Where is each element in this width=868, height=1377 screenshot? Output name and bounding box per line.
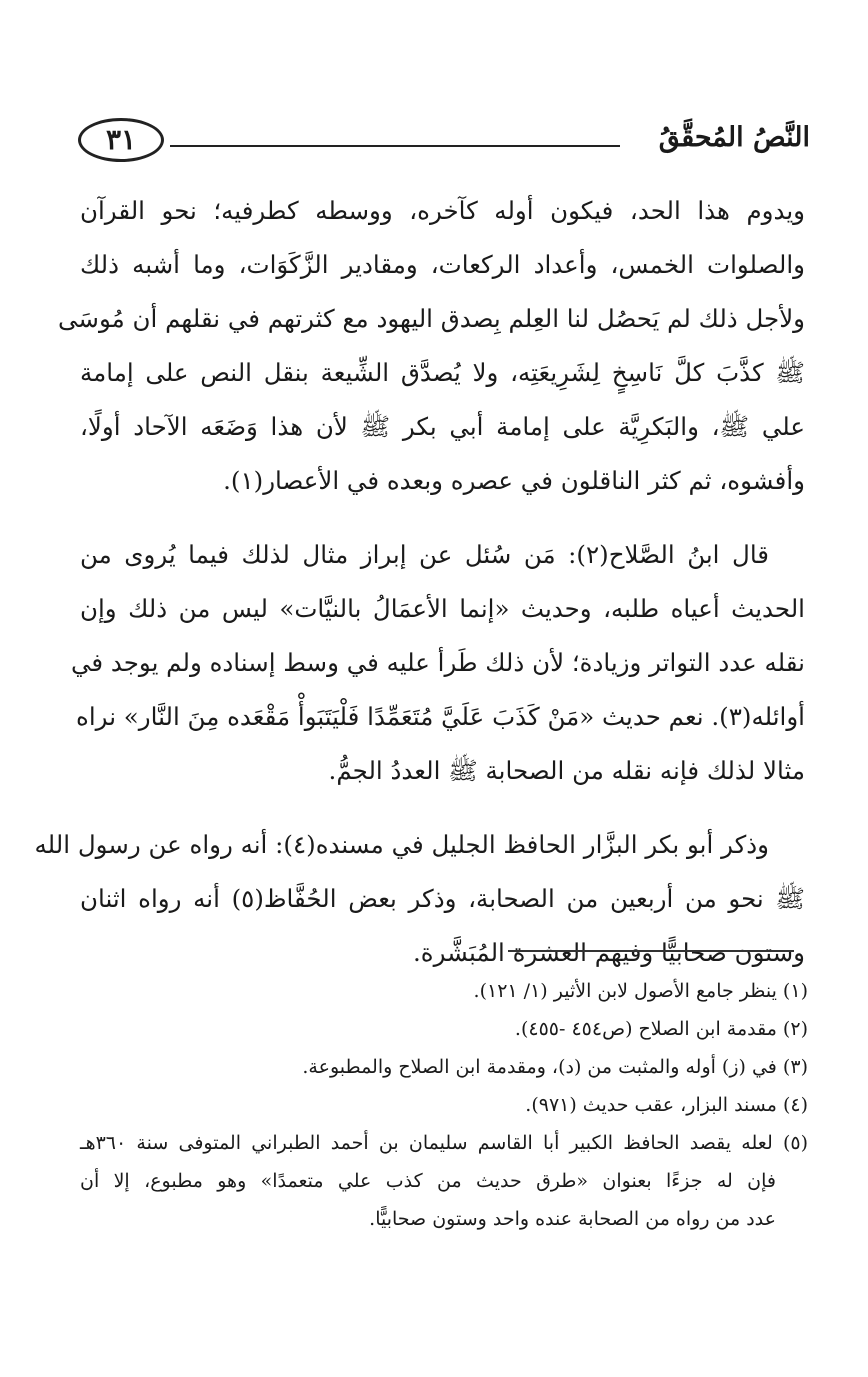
main-text — [34, 184, 806, 980]
page-header — [70, 112, 810, 176]
footnote-5-continued: فإن له جزءًا بعنوان «طرق حديث من كذب علي متعمدًا» وهو مطبوع، إلا أن — [80, 1170, 776, 1192]
text-line: ويدوم هذا الحد، فيكون أوله كآخره، ووسطه كطرفيه؛ نحو القرآن — [80, 196, 805, 225]
text-line: والصلوات الخمس، وأعداد الركعات، ومقادير الزَّكَوَات، وما أشبه ذلك — [80, 250, 805, 279]
text-line: وأفشوه، ثم كثر الناقلون في عصره وبعده في الأعصار(١). — [223, 466, 805, 495]
text-line: وذكر أبو بكر البزَّار الحافظ الجليل في مسنده(٤): أنه رواه عن رسول الله — [34, 830, 769, 859]
header-rule — [170, 145, 620, 147]
paragraph-1 — [58, 184, 805, 508]
text-line: وستون صحابيًّا وفيهم العشرة المُبَشَّرة. — [413, 938, 805, 967]
footnotes — [80, 972, 808, 1238]
page-number-oval — [78, 118, 164, 162]
page-number: ٣١ — [105, 123, 137, 156]
paragraph-3 — [34, 818, 806, 980]
text-line: الحديث أعياه طلبه، وحديث «إنما الأعمَالُ بالنيَّات» ليس من ذلك وإن — [80, 594, 805, 623]
text-line: ﷺ نحو من أربعين من الصحابة، وذكر بعض الحُفَّاظ(٥) أنه رواه اثنان — [80, 884, 806, 913]
footnote-2: (٢) مقدمة ابن الصلاح (ص٤٥٤ -٤٥٥). — [514, 1018, 808, 1040]
text-line: ﷺ كذَّبَ كلَّ نَاسِخٍ لِشَرِيعَتِه، ولا يُصدَّق الشِّيعة بنقل النص على إمامة — [80, 358, 805, 387]
text-line: أوائله(٣). نعم حديث «مَنْ كَذَبَ عَلَيَّ مُتَعَمِّدًا فَلْيَتَبَوأْ مَقْعَده مِنَ النَّار» نراه — [76, 702, 805, 731]
text-line: نقله عدد التواتر وزيادة؛ لأن ذلك طَرأ عليه في وسط إسناده ولم يوجد في — [70, 648, 805, 677]
text-line: ولأجل ذلك لم يَحصُل لنا العِلم بِصدق اليهود مع كثرتهم في نقلهم أن مُوسَى — [58, 304, 805, 333]
text-line: مثالا لذلك فإنه نقله من الصحابة ﷺ العددُ الجمُّ. — [328, 756, 805, 785]
running-title: النَّصُ المُحقَّقُ — [658, 122, 810, 153]
text-line: علي ﷺ، والبَكرِيَّة على إمامة أبي بكر ﷺ لأن هذا وَضَعَه الآحاد أولًا، — [80, 412, 805, 441]
footnote-5-continued: عدد من رواه من الصحابة عنده واحد وستون صحابيًّا. — [369, 1208, 776, 1230]
footnote-separator — [508, 950, 794, 952]
paragraph-2 — [70, 528, 805, 798]
footnote-3: (٣) في (ز) أوله والمثبت من (د)، ومقدمة ابن الصلاح والمطبوعة. — [302, 1056, 808, 1078]
footnote-4: (٤) مسند البزار، عقب حديث (٩٧١). — [525, 1094, 808, 1116]
footnote-5: (٥) لعله يقصد الحافظ الكبير أبا القاسم سليمان بن أحمد الطبراني المتوفى سنة ٣٦٠هـ — [80, 1132, 808, 1154]
text-line: قال ابنُ الصَّلاح(٢): مَن سُئل عن إبراز مثال لذلك فيما يُروى من — [80, 540, 770, 569]
footnote-1: (١) ينظر جامع الأصول لابن الأثير (١/ ١٢١). — [473, 980, 808, 1002]
